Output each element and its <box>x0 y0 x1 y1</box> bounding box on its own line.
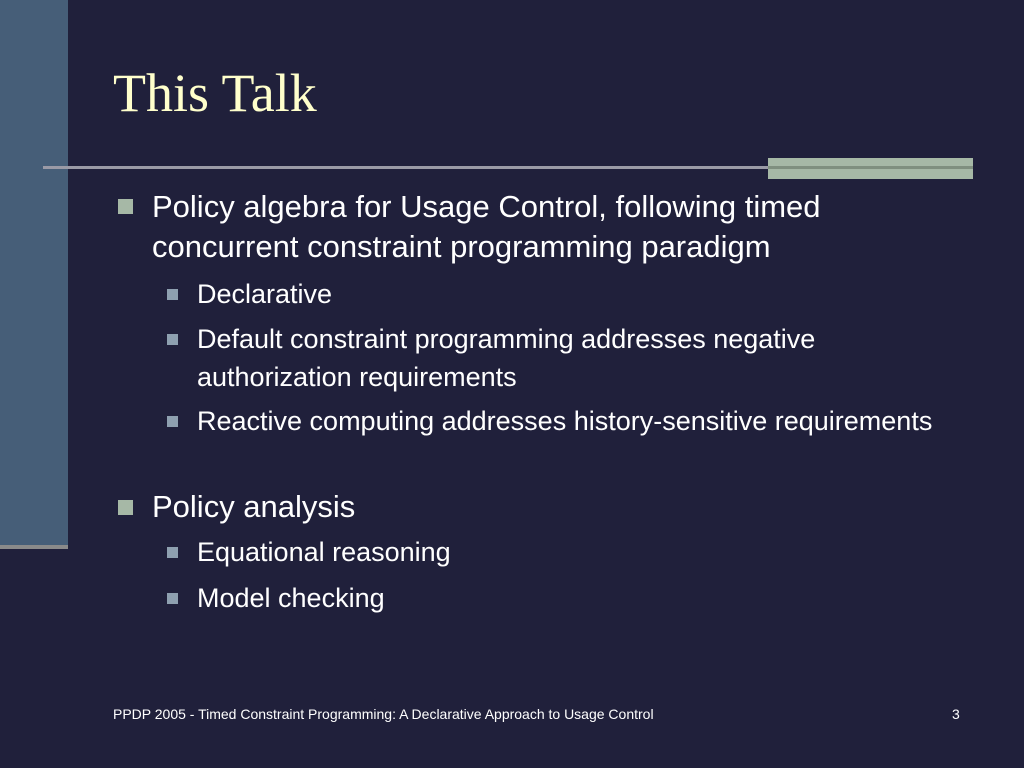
slide-title: This Talk <box>113 63 317 123</box>
bullet-level2: Model checking <box>197 583 385 613</box>
bullet-square-icon <box>167 547 178 558</box>
bullet-level2: Reactive computing addresses history-sensitive requirements <box>197 406 933 436</box>
bullet-square-icon <box>167 334 178 345</box>
bullet-level2: Declarative <box>197 279 333 309</box>
bullet-level2: Equational reasoning <box>197 537 451 567</box>
bullet-square-icon <box>118 199 133 214</box>
bullet-square-icon <box>167 416 178 427</box>
bullet-level1: Policy analysis <box>152 489 356 524</box>
slide-footer: PPDP 2005 - Timed Constraint Programming: A Declarative Approach to Usage Control <box>113 706 654 722</box>
bullet-level1: Policy algebra for Usage Control, following timed concurrent constraint programming paradigm <box>152 189 821 264</box>
bullet-level2: Default constraint programming addresses negative authorization requirements <box>197 324 816 392</box>
bullet-square-icon <box>118 500 133 515</box>
bullet-square-icon <box>167 289 178 300</box>
page-number: 3 <box>952 706 960 722</box>
bullet-square-icon <box>167 593 178 604</box>
